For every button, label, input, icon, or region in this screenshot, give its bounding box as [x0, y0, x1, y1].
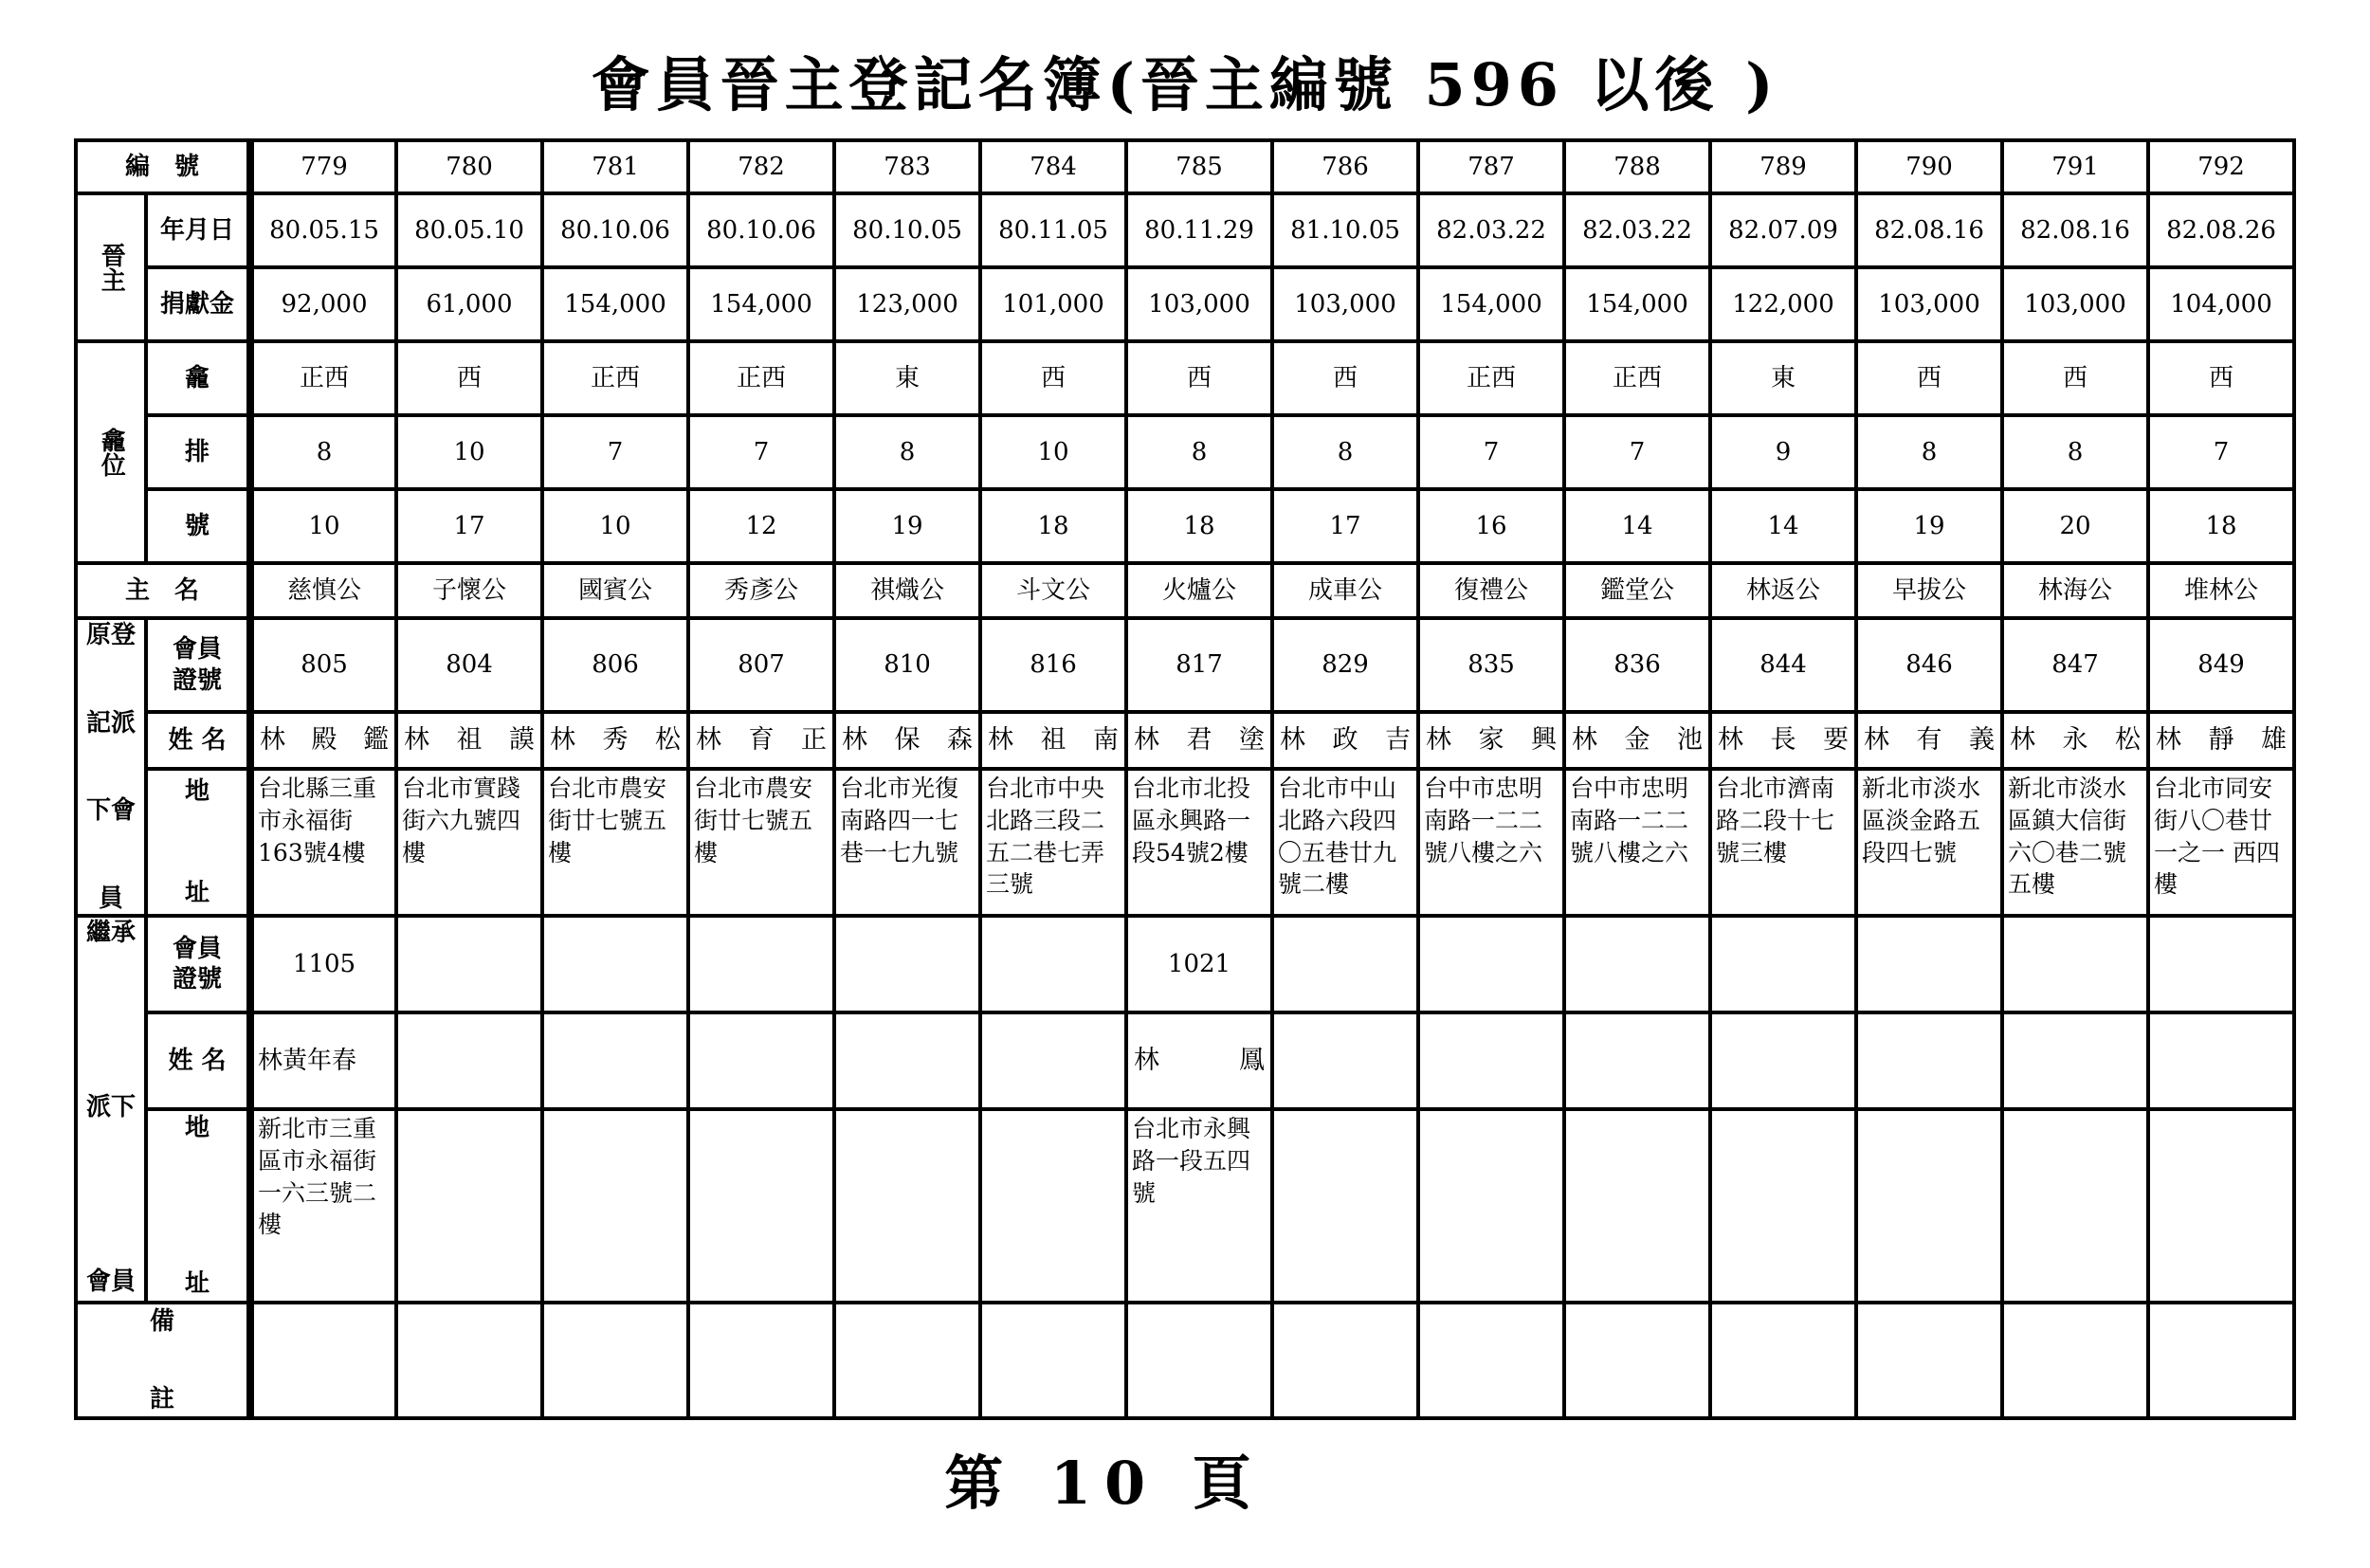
cell-niche: 正西 [1418, 341, 1564, 415]
cell-row: 8 [1856, 415, 2002, 489]
cell-heir-cert: 1105 [250, 916, 396, 1012]
cell-no: 784 [980, 140, 1126, 193]
cell-date: 80.10.06 [688, 193, 834, 267]
cell-niche: 西 [2002, 341, 2148, 415]
cell-remark [396, 1303, 542, 1418]
row-donation [76, 267, 2294, 341]
page-number: 第 10 頁 [944, 1449, 1265, 1518]
cell-name: 林 保 森 [834, 712, 980, 769]
cell-master: 秀彥公 [688, 563, 834, 618]
header-heir-1: 繼承 [85, 919, 136, 947]
cell-niche: 西 [1126, 341, 1272, 415]
cell-heir-cert: 1021 [1126, 916, 1272, 1012]
cell-niche: 東 [834, 341, 980, 415]
cell-heir-cert [1272, 916, 1418, 1012]
row-number [76, 140, 2294, 193]
cell-name: 林 政 吉 [1272, 712, 1418, 769]
cell-row: 8 [250, 415, 396, 489]
cell-donation: 103,000 [2002, 267, 2148, 341]
cell-name: 林 秀 松 [542, 712, 688, 769]
header-address-bottom: 址 [185, 879, 210, 908]
cell-heir-name [1564, 1012, 1710, 1109]
cell-niche: 正西 [250, 341, 396, 415]
cell-remark [1126, 1303, 1272, 1418]
header-heir-2: 派下 [85, 1092, 136, 1121]
cell-date: 80.11.05 [980, 193, 1126, 267]
cell-no: 787 [1418, 140, 1564, 193]
cell-date: 82.08.16 [1856, 193, 2002, 267]
cell-date: 82.08.16 [2002, 193, 2148, 267]
cell-donation: 103,000 [1856, 267, 2002, 341]
cell-heir-name [980, 1012, 1126, 1109]
header-heir-address-bottom: 址 [185, 1268, 210, 1298]
cell-heir-name [1418, 1012, 1564, 1109]
cell-heir-name: 林 鳳 [1126, 1012, 1272, 1109]
cell-heir-address: 新北市三重區市永福街一六三號二樓 [250, 1109, 396, 1303]
cell-donation: 154,000 [688, 267, 834, 341]
cell-name: 林 有 義 [1856, 712, 2002, 769]
cell-seat: 17 [1272, 489, 1418, 563]
cell-donation: 92,000 [250, 267, 396, 341]
cell-row: 8 [2002, 415, 2148, 489]
cell-heir-address [1272, 1109, 1418, 1303]
row-name [76, 712, 2294, 769]
cell-heir-address: 台北市永興路一段五四號 [1126, 1109, 1272, 1303]
cell-no: 785 [1126, 140, 1272, 193]
cell-master: 國賓公 [542, 563, 688, 618]
cell-heir-address [1856, 1109, 2002, 1303]
header-orig-2: 記派 [85, 708, 136, 738]
cell-row: 7 [542, 415, 688, 489]
cell-heir-address [2148, 1109, 2294, 1303]
cell-cert: 847 [2002, 618, 2148, 712]
cell-heir-cert [2148, 916, 2294, 1012]
row-heir-address [76, 1109, 2294, 1303]
header-member-cert: 會員證號 [146, 618, 250, 712]
cell-address: 台中市忠明南路一二二號八樓之六 [1418, 769, 1564, 916]
cell-cert: 816 [980, 618, 1126, 712]
cell-remark [2148, 1303, 2294, 1418]
cell-address: 台北市中山北路六段四〇五巷廿九號二樓 [1272, 769, 1418, 916]
cell-name: 林 靜 雄 [2148, 712, 2294, 769]
cell-cert: 804 [396, 618, 542, 712]
cell-row: 8 [1272, 415, 1418, 489]
cell-heir-cert [396, 916, 542, 1012]
cell-heir-name [2002, 1012, 2148, 1109]
cell-row: 7 [1418, 415, 1564, 489]
cell-address: 台北市同安街八〇巷廿一之一 西四樓 [2148, 769, 2294, 916]
header-orig-1: 原登 [85, 621, 136, 649]
cell-heir-name: 林黃年春 [250, 1012, 396, 1109]
header-heir-address-top: 地 [185, 1114, 210, 1142]
row-remarks [76, 1303, 2294, 1418]
cell-heir-address [396, 1109, 542, 1303]
cell-address: 台北縣三重市永福街163號4樓 [250, 769, 396, 916]
cell-name: 林 長 要 [1710, 712, 1856, 769]
row-heir-cert [76, 916, 2294, 1012]
document-title: 會員晉主登記名簿(晉主編號 596 以後 ) [591, 50, 1779, 119]
row-heir-name [76, 1012, 2294, 1109]
cell-date: 81.10.05 [1272, 193, 1418, 267]
cell-cert: 844 [1710, 618, 1856, 712]
cell-date: 82.03.22 [1418, 193, 1564, 267]
header-original-member [76, 618, 146, 916]
cell-remark [250, 1303, 396, 1418]
cell-heir-address [980, 1109, 1126, 1303]
row-date [76, 193, 2294, 267]
cell-cert: 835 [1418, 618, 1564, 712]
cell-donation: 101,000 [980, 267, 1126, 341]
cell-seat: 10 [250, 489, 396, 563]
cell-address: 台北市濟南路二段十七號三樓 [1710, 769, 1856, 916]
cell-date: 80.10.05 [834, 193, 980, 267]
cell-cert: 810 [834, 618, 980, 712]
header-row: 排 [146, 415, 250, 489]
cell-heir-address [1564, 1109, 1710, 1303]
registry-table [74, 138, 2296, 1420]
header-orig-4: 員 [98, 884, 123, 913]
cell-remark [1856, 1303, 2002, 1418]
cell-row: 7 [688, 415, 834, 489]
cell-name: 林 君 塗 [1126, 712, 1272, 769]
cell-date: 80.11.29 [1126, 193, 1272, 267]
header-date: 年月日 [146, 193, 250, 267]
cell-date: 82.03.22 [1564, 193, 1710, 267]
cell-donation: 154,000 [1418, 267, 1564, 341]
cell-master: 慈慎公 [250, 563, 396, 618]
cell-remark [1272, 1303, 1418, 1418]
cell-master: 堆林公 [2148, 563, 2294, 618]
cell-heir-cert [688, 916, 834, 1012]
cell-donation: 103,000 [1272, 267, 1418, 341]
cell-remark [834, 1303, 980, 1418]
cell-no: 790 [1856, 140, 2002, 193]
cell-master: 林海公 [2002, 563, 2148, 618]
cell-seat: 12 [688, 489, 834, 563]
row-cert [76, 618, 2294, 712]
cell-seat: 16 [1418, 489, 1564, 563]
cell-donation: 103,000 [1126, 267, 1272, 341]
cell-address: 台北市實踐街六九號四樓 [396, 769, 542, 916]
cell-name: 林 育 正 [688, 712, 834, 769]
cell-row: 10 [980, 415, 1126, 489]
header-jinzhu: 晉主 [76, 193, 146, 341]
cell-date: 82.08.26 [2148, 193, 2294, 267]
cell-address: 台北市光復南路四一七巷一七九號 [834, 769, 980, 916]
cell-donation: 154,000 [1564, 267, 1710, 341]
cell-row: 9 [1710, 415, 1856, 489]
cell-master: 斗文公 [980, 563, 1126, 618]
cell-seat: 18 [1126, 489, 1272, 563]
cell-remark [2002, 1303, 2148, 1418]
cell-date: 80.05.15 [250, 193, 396, 267]
header-donation: 捐獻金 [146, 267, 250, 341]
cell-no: 783 [834, 140, 980, 193]
header-remarks-top: 備 [150, 1307, 175, 1336]
cell-master: 復禮公 [1418, 563, 1564, 618]
cell-name: 林 永 松 [2002, 712, 2148, 769]
cell-no: 779 [250, 140, 396, 193]
cell-no: 792 [2148, 140, 2294, 193]
cell-master: 鑑堂公 [1564, 563, 1710, 618]
cell-master: 祺熾公 [834, 563, 980, 618]
header-remarks-bottom: 註 [150, 1384, 175, 1413]
header-heir-address [146, 1109, 250, 1303]
cell-niche: 西 [1272, 341, 1418, 415]
cell-row: 7 [2148, 415, 2294, 489]
cell-heir-cert [1710, 916, 1856, 1012]
header-heir-cert: 會員 證號 [146, 916, 250, 1012]
cell-seat: 18 [980, 489, 1126, 563]
cell-donation: 154,000 [542, 267, 688, 341]
cell-address: 台北市北投區永興路一段54號2樓 [1126, 769, 1272, 916]
cell-seat: 20 [2002, 489, 2148, 563]
cell-heir-cert [834, 916, 980, 1012]
cell-row: 8 [834, 415, 980, 489]
cell-remark [1418, 1303, 1564, 1418]
header-number: 編 號 [76, 140, 250, 193]
cell-cert: 817 [1126, 618, 1272, 712]
header-heir-name: 姓 名 [146, 1012, 250, 1109]
cell-remark [980, 1303, 1126, 1418]
header-address [146, 769, 250, 916]
cell-no: 791 [2002, 140, 2148, 193]
cell-heir-name [1856, 1012, 2002, 1109]
cell-row: 8 [1126, 415, 1272, 489]
header-seat: 號 [146, 489, 250, 563]
cell-seat: 19 [1856, 489, 2002, 563]
cell-date: 80.05.10 [396, 193, 542, 267]
cell-heir-address [542, 1109, 688, 1303]
cell-date: 82.07.09 [1710, 193, 1856, 267]
cell-cert: 806 [542, 618, 688, 712]
cell-address: 新北市淡水區鎮大信街六〇巷二號五樓 [2002, 769, 2148, 916]
row-row [76, 415, 2294, 489]
header-orig-3: 下會 [85, 796, 136, 825]
cell-remark [542, 1303, 688, 1418]
cell-address: 台北市農安街廿七號五樓 [688, 769, 834, 916]
cell-heir-cert [1564, 916, 1710, 1012]
cell-remark [1564, 1303, 1710, 1418]
cell-niche: 西 [980, 341, 1126, 415]
cell-seat: 19 [834, 489, 980, 563]
cell-address: 台北市中央北路三段二五二巷七弄三號 [980, 769, 1126, 916]
row-niche [76, 341, 2294, 415]
cell-address: 新北市淡水區淡金路五段四七號 [1856, 769, 2002, 916]
cell-heir-cert [980, 916, 1126, 1012]
cell-niche: 西 [396, 341, 542, 415]
cell-name: 林 祖 謨 [396, 712, 542, 769]
cell-no: 781 [542, 140, 688, 193]
cell-row: 7 [1564, 415, 1710, 489]
cell-cert: 836 [1564, 618, 1710, 712]
cell-seat: 14 [1710, 489, 1856, 563]
cell-row: 10 [396, 415, 542, 489]
cell-master: 火爐公 [1126, 563, 1272, 618]
cell-date: 80.10.06 [542, 193, 688, 267]
cell-name: 林 殿 鑑 [250, 712, 396, 769]
row-address [76, 769, 2294, 916]
cell-heir-name [1710, 1012, 1856, 1109]
cell-no: 789 [1710, 140, 1856, 193]
cell-seat: 14 [1564, 489, 1710, 563]
cell-heir-address [688, 1109, 834, 1303]
cell-name: 林 家 興 [1418, 712, 1564, 769]
cell-address: 台中市忠明南路一二二號八樓之六 [1564, 769, 1710, 916]
cell-seat: 10 [542, 489, 688, 563]
cell-heir-cert [542, 916, 688, 1012]
cell-donation: 122,000 [1710, 267, 1856, 341]
header-heir-3: 會員 [85, 1267, 136, 1296]
cell-cert: 849 [2148, 618, 2294, 712]
cell-no: 788 [1564, 140, 1710, 193]
cell-donation: 61,000 [396, 267, 542, 341]
cell-heir-cert [1856, 916, 2002, 1012]
header-position: 龕位 [76, 341, 146, 563]
cell-niche: 東 [1710, 341, 1856, 415]
header-heir-member [76, 916, 146, 1303]
cell-master: 子懷公 [396, 563, 542, 618]
cell-master: 成車公 [1272, 563, 1418, 618]
header-remarks [76, 1303, 250, 1418]
cell-heir-address [834, 1109, 980, 1303]
cell-heir-address [2002, 1109, 2148, 1303]
cell-master: 林返公 [1710, 563, 1856, 618]
header-master-name: 主 名 [76, 563, 250, 618]
cell-heir-cert [2002, 916, 2148, 1012]
cell-no: 780 [396, 140, 542, 193]
cell-heir-name [1272, 1012, 1418, 1109]
cell-niche: 正西 [688, 341, 834, 415]
row-seat [76, 489, 2294, 563]
cell-heir-name [688, 1012, 834, 1109]
cell-remark [1710, 1303, 1856, 1418]
cell-niche: 西 [2148, 341, 2294, 415]
cell-no: 786 [1272, 140, 1418, 193]
cell-name: 林 金 池 [1564, 712, 1710, 769]
cell-cert: 805 [250, 618, 396, 712]
cell-heir-name [542, 1012, 688, 1109]
cell-remark [688, 1303, 834, 1418]
cell-no: 782 [688, 140, 834, 193]
header-niche: 龕 [146, 341, 250, 415]
cell-heir-name [396, 1012, 542, 1109]
cell-heir-name [834, 1012, 980, 1109]
cell-heir-name [2148, 1012, 2294, 1109]
cell-niche: 正西 [1564, 341, 1710, 415]
cell-donation: 123,000 [834, 267, 980, 341]
cell-cert: 829 [1272, 618, 1418, 712]
cell-name: 林 祖 南 [980, 712, 1126, 769]
cell-heir-address [1710, 1109, 1856, 1303]
cell-seat: 17 [396, 489, 542, 563]
cell-cert: 846 [1856, 618, 2002, 712]
cell-master: 早拔公 [1856, 563, 2002, 618]
cell-heir-address [1418, 1109, 1564, 1303]
header-address-top: 地 [185, 776, 210, 806]
cell-niche: 正西 [542, 341, 688, 415]
row-master [76, 563, 2294, 618]
cell-address: 台北市農安街廿七號五樓 [542, 769, 688, 916]
cell-donation: 104,000 [2148, 267, 2294, 341]
cell-seat: 18 [2148, 489, 2294, 563]
cell-cert: 807 [688, 618, 834, 712]
cell-heir-cert [1418, 916, 1564, 1012]
header-person-name: 姓 名 [146, 712, 250, 769]
cell-niche: 西 [1856, 341, 2002, 415]
